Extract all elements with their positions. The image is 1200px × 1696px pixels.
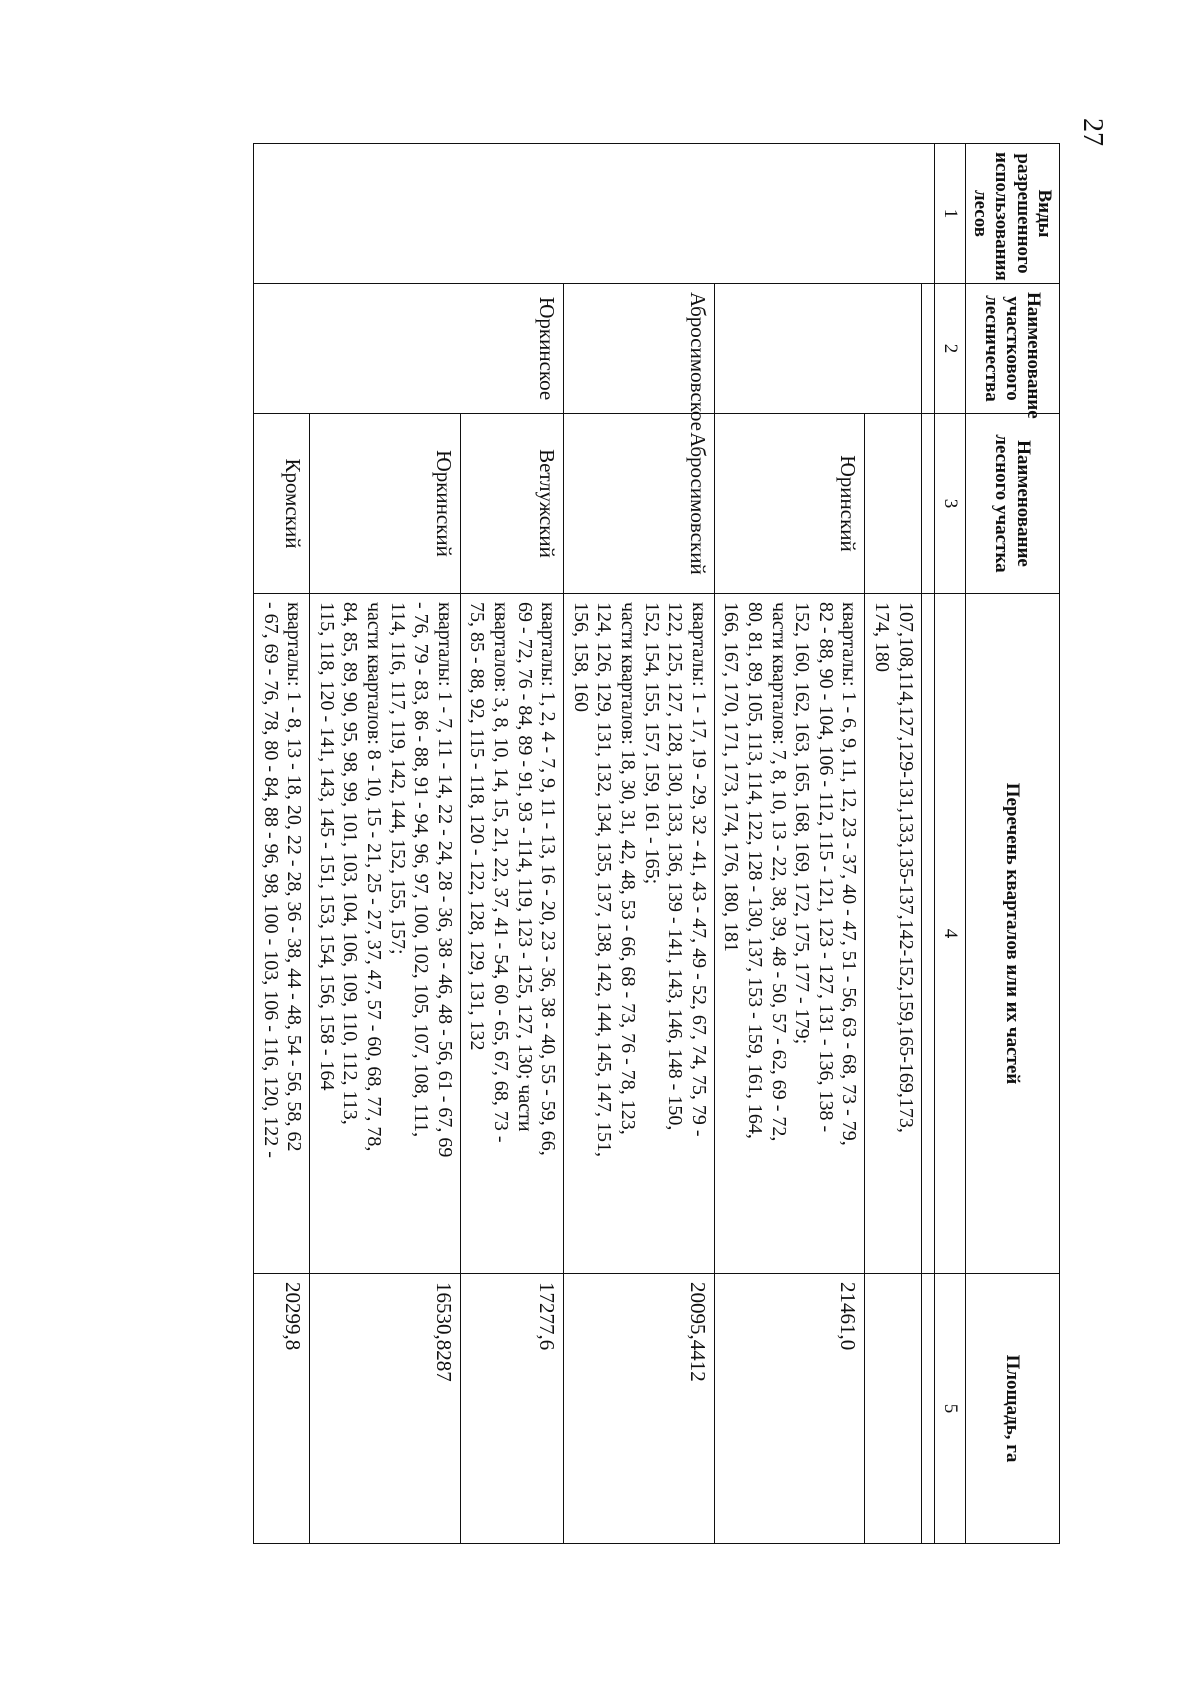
- table-row: [460, 144, 563, 1544]
- quarters-list-cell: кварталы: 1 - 6, 9, 11, 12, 23 - 37, 40 - 47, 51 - 56, 63 - 68, 73 - 79, 82 - 88, 90 - 104, 106 - 112, 115 - 121, 123 - 127, 131 - 136, 138 - 152, 160, 162, 163, 165, 168, 169, 172, 175, 177 - 179; части кварталов: 7, 8, 10, 13 - 22, 38, 39, 48 - 50, 57 - 62, 69 - 72, 80, 81, 89, 105, 113, 114, 122, 128 - 130, 137, 153 - 159, 161, 164, 166, 167, 170, 171, 173, 174, 176, 180, 181: [714, 594, 865, 1274]
- quarters-list-cell: 107,108,114,127,129-131,133,135-137,142-152,159,165-169,173, 174, 180: [865, 594, 921, 1274]
- forest-plot-cell: Ветлужский: [460, 414, 563, 594]
- column-number: 4: [934, 594, 965, 1274]
- column-number: 1: [934, 144, 965, 284]
- table-row-continuation: [865, 144, 921, 1544]
- page-number: 27: [1077, 118, 1108, 146]
- quarters-list-cell: кварталы: 1 - 17, 19 - 29, 32 - 41, 43 - 47, 49 - 52, 67, 74, 75, 79 - 122, 125, 127, 128, 130, 133, 136, 139 - 141, 143, 146, 148 - 150, 152, 154, 155, 157, 159, 161 - 165; части кварталов: 18, 30, 31, 42, 48, 53 - 66, 68 - 73, 76 - 78, 123, 124, 126, 129, 131, 132, 134, 135, 137, 138, 142, 144, 145, 147, 151, 156, 158, 160: [564, 594, 715, 1274]
- area-cell: 20299,8: [254, 1274, 310, 1544]
- forest-plot-cell: Юринский: [714, 414, 865, 594]
- district-forestry-cell: Юркинское: [254, 284, 564, 414]
- spacer-row: [921, 144, 934, 1544]
- quarters-list-cell: кварталы: 1 - 8, 13 - 18, 20, 22 - 28, 36 - 38, 44 - 48, 54 - 56, 58, 62 - 67, 69 - 76, 78, 80 - 84, 88 - 96, 98, 100 - 103, 106 - 116, 120, 122 -: [254, 594, 310, 1274]
- area-cell: 20095,4412: [564, 1274, 715, 1544]
- forest-quarters-table: [253, 143, 1060, 1544]
- column-number: 5: [934, 1274, 965, 1544]
- rotated-table-container: [160, 143, 1060, 1543]
- header-area: Площадь, га: [965, 1274, 1059, 1544]
- area-cell: 21461,0: [714, 1274, 865, 1544]
- header-row: [965, 144, 1059, 1544]
- header-use-type: Виды разрешенного использования лесов: [965, 144, 1059, 284]
- header-district-forestry: Наименование участкового лесничества: [965, 284, 1059, 414]
- header-quarters-list: Перечень кварталов или их частей: [965, 594, 1059, 1274]
- column-number: 2: [934, 284, 965, 414]
- forest-plot-cell: Юркинский: [310, 414, 461, 594]
- area-cell: 17277,6: [460, 1274, 563, 1544]
- forest-plot-cell: Кромский: [254, 414, 310, 594]
- district-forestry-cell-top: [714, 284, 921, 414]
- header-forest-plot: Наименование лесного участка: [965, 414, 1059, 594]
- column-number-row: [934, 144, 965, 1544]
- column-number: 3: [934, 414, 965, 594]
- quarters-list-cell: кварталы: 1, 2, 4 - 7, 9, 11 - 13, 16 - 20, 23 - 36, 38 - 40, 55 - 59, 66, 69 - 72, 76 - 84, 89 - 91, 93 - 114, 119, 123 - 125, 127, 130; части кварталов: 3, 8, 10, 14, 15, 21, 22, 37, 41 - 54, 60 - 65, 67, 68, 73 - 75, 85 - 88, 92, 115 - 118, 120 - 122, 128, 129, 131, 132: [460, 594, 563, 1274]
- use-type-cell: [254, 144, 934, 284]
- district-forestry-cell: Абросимовское: [564, 284, 715, 414]
- area-cell: 16530,8287: [310, 1274, 461, 1544]
- quarters-list-cell: кварталы: 1 - 7, 11 - 14, 22 - 24, 28 - 36, 38 - 46, 48 - 56, 61 - 67, 69 - 76, 79 - 83, 86 - 88, 91 - 94, 96, 97, 100, 102, 105, 107, 108, 111, 114, 116, 117, 119, 142, 144, 152, 155, 157; части кварталов: 8 - 10, 15 - 21, 25 - 27, 37, 47, 57 - 60, 68, 77, 78, 84, 85, 89, 90, 95, 98, 99, 101, 103, 104, 106, 109, 110, 112, 113, 115, 118, 120 - 141, 143, 145 - 151, 153, 154, 156, 158 - 164: [310, 594, 461, 1274]
- table-row: [564, 144, 715, 1544]
- forest-plot-cell: Абросимовский: [564, 414, 715, 594]
